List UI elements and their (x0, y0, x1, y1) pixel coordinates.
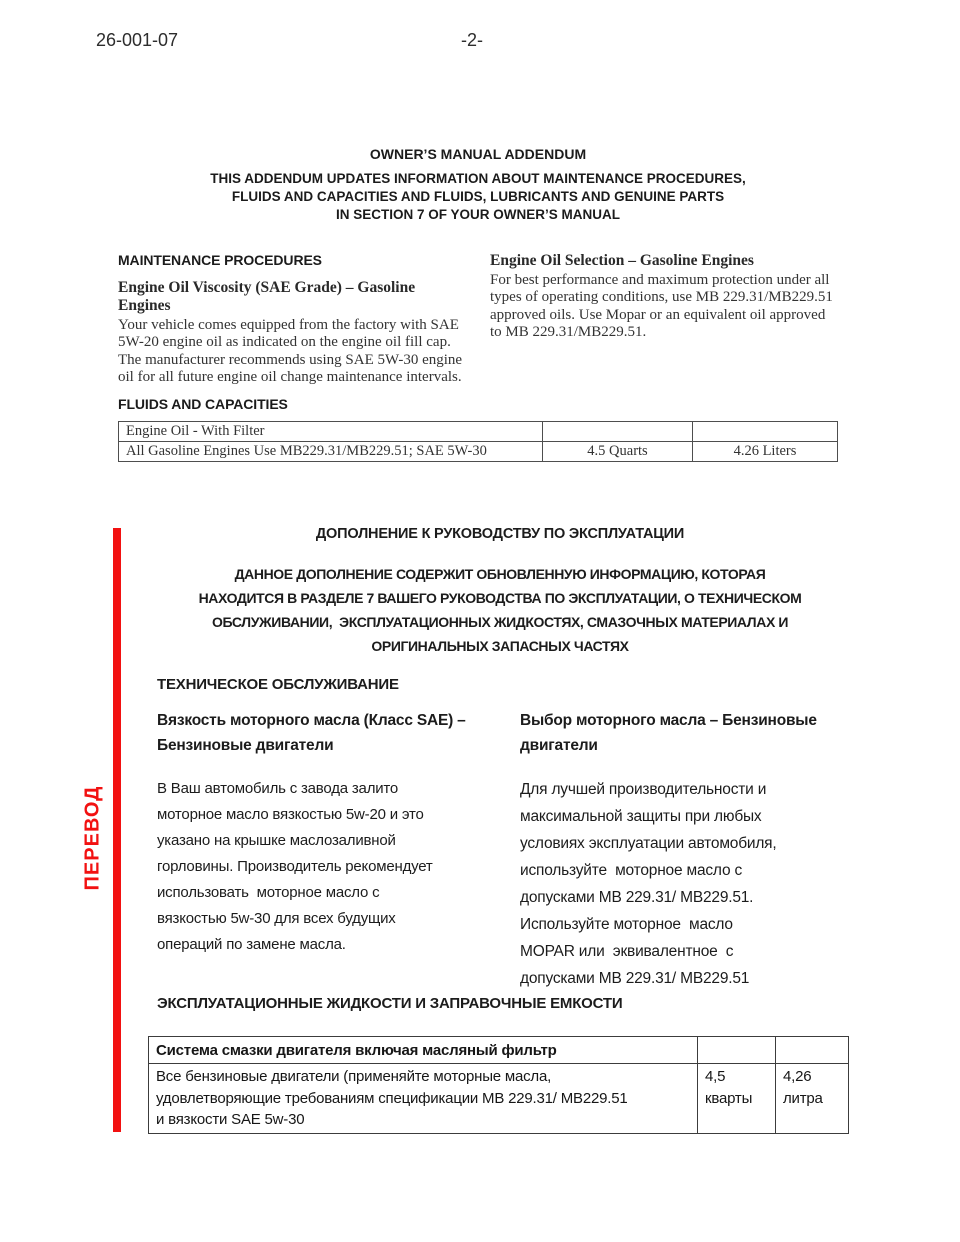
text-line: указано на крышке маслозаливной (157, 832, 396, 849)
text-line: Вязкость моторного масла (Класс SAE) – (157, 712, 466, 729)
text-line: Your vehicle comes equipped from the factory with SAE (118, 317, 459, 333)
text-line: IN SECTION 7 OF YOUR OWNER’S MANUAL (335, 207, 620, 222)
russian-viscosity-body (157, 776, 497, 958)
text-line: types of operating conditions, use MB 229.31/MB229.51 (490, 289, 833, 306)
viscosity-body (118, 317, 476, 387)
text-line: и вязкости SAE 5w-30 (156, 1111, 305, 1128)
fluids-capacities-heading: FLUIDS AND CAPACITIES (118, 396, 288, 412)
table-row (149, 1064, 849, 1134)
table-cell-label: Система смазки двигателя включая масляный фильтр (149, 1037, 698, 1064)
english-viscosity-column (118, 279, 476, 387)
text-line: ДАННОЕ ДОПОЛНЕНИЕ СОДЕРЖИТ ОБНОВЛЕННУЮ ИНФОРМАЦИЮ, КОТОРАЯ (234, 566, 766, 582)
text-line: НАХОДИТСЯ В РАЗДЕЛЕ 7 ВАШЕГО РУКОВОДСТВА ПО ЭКСПЛУАТАЦИИ, О ТЕХНИЧЕСКОМ (198, 590, 802, 606)
text-line: approved oils. Use Mopar or an equivalent oil approved (490, 306, 826, 323)
text-line: используйте моторное масло с (520, 862, 743, 879)
text-line: Все бензиновые двигатели (применяйте моторные масла, (156, 1068, 552, 1085)
table-row (119, 422, 838, 442)
russian-fluids-heading: ЭКСПЛУАТАЦИОННЫЕ ЖИДКОСТИ И ЗАПРАВОЧНЫЕ ЕМКОСТИ (157, 995, 623, 1012)
page-number: -2- (461, 30, 483, 50)
english-fluids-table (118, 421, 838, 462)
text-line: ОРИГИНАЛЬНЫХ ЗАПАСНЫХ ЧАСТЯХ (371, 638, 629, 654)
text-line: Engines (118, 297, 171, 314)
table-cell-quarts: 4,5 кварты (698, 1064, 776, 1134)
text-line: максимальной защиты при любых (520, 808, 762, 825)
table-cell-label: Engine Oil - With Filter (119, 422, 543, 442)
text-line: удовлетворяющие требованиям спецификации MB 229.31/ MB229.51 (156, 1089, 628, 1107)
table-cell-label: All Gasoline Engines Use MB229.31/MB229.51; SAE 5W-30 (119, 442, 543, 462)
text-line: Engine Oil Viscosity (SAE Grade) – Gasoline (118, 279, 416, 296)
table-cell-liters (776, 1037, 849, 1064)
text-line: моторное масло вязкостью 5w-20 и это (157, 806, 424, 823)
maintenance-procedures-heading: MAINTENANCE PROCEDURES (118, 252, 322, 268)
english-selection-column (490, 252, 842, 342)
table-cell-label (149, 1064, 698, 1134)
russian-selection-column (520, 708, 865, 992)
text-line: Бензиновые двигатели (157, 737, 334, 754)
text-line: Выбор моторного масла – Бензиновые (520, 712, 817, 729)
text-line: В Ваш автомобиль с завода залито (157, 780, 399, 797)
text-line: операций по замене масла. (157, 936, 346, 953)
russian-maintenance-heading: ТЕХНИЧЕСКОЕ ОБСЛУЖИВАНИЕ (157, 676, 399, 693)
table-cell-liters (693, 422, 838, 442)
text-line: условиях эксплуатации автомобиля, (520, 835, 777, 852)
text-line: 5W-20 engine oil as indicated on the engine oil fill cap. (118, 334, 451, 351)
text-line: oil for all future engine oil change maintenance intervals. (118, 369, 462, 386)
english-title: OWNER’S MANUAL ADDENDUM (369, 146, 587, 162)
text-line: FLUIDS AND CAPACITIES AND FLUIDS, LUBRICANTS AND GENUINE PARTS (231, 189, 725, 204)
text-line: MOPAR или эквивалентное с (520, 943, 734, 960)
english-subtitle (106, 170, 850, 224)
text-line: использовать моторное масло с (157, 884, 380, 901)
table-cell-liters: 4,26 литра (776, 1064, 849, 1134)
text-line: ОБСЛУЖИВАНИИ, ЭКСПЛУАТАЦИОННЫХ ЖИДКОСТЯХ, СМАЗОЧНЫХ МАТЕРИАЛАХ И (211, 614, 789, 630)
russian-subtitle (122, 562, 878, 658)
russian-title: ДОПОЛНЕНИЕ К РУКОВОДСТВУ ПО ЭКСПЛУАТАЦИИ (315, 526, 685, 542)
text-line: горловины. Производитель рекомендует (157, 858, 433, 875)
russian-selection-body (520, 776, 865, 992)
table-row (119, 442, 838, 462)
text-line: двигатели (520, 737, 598, 754)
text-line: Для лучшей производительности и (520, 781, 767, 798)
translation-accent-bar (113, 528, 121, 1132)
text-line: допусками MB 229.31/ MB229.51 (520, 970, 750, 987)
table-header-row (149, 1037, 849, 1064)
translation-side-label: ПЕРЕВОД (81, 785, 104, 891)
selection-subheading: Engine Oil Selection – Gasoline Engines (490, 252, 754, 269)
russian-fluids-table (148, 1036, 849, 1134)
viscosity-subheading (118, 279, 476, 315)
selection-body (490, 272, 842, 342)
text-line: THIS ADDENDUM UPDATES INFORMATION ABOUT MAINTENANCE PROCEDURES, (210, 171, 746, 186)
russian-viscosity-column (157, 708, 497, 958)
text-line: to MB 229.31/MB229.51. (490, 324, 647, 341)
text-line: вязкостью 5w-30 для всех будущих (157, 910, 396, 927)
text-line: The manufacturer recommends using SAE 5W-30 engine (118, 351, 463, 368)
text-line: допусками MB 229.31/ MB229.51. (520, 889, 754, 906)
russian-selection-subheading (520, 708, 865, 758)
table-cell-liters: 4.26 Liters (693, 442, 838, 462)
table-cell-quarts (698, 1037, 776, 1064)
text-line: For best performance and maximum protection under all (490, 272, 830, 288)
table-cell-quarts (543, 422, 693, 442)
table-cell-quarts: 4.5 Quarts (543, 442, 693, 462)
russian-viscosity-subheading (157, 708, 497, 758)
text-line: Используйте моторное масло (520, 916, 733, 933)
doc-number: 26-001-07 (96, 30, 179, 50)
